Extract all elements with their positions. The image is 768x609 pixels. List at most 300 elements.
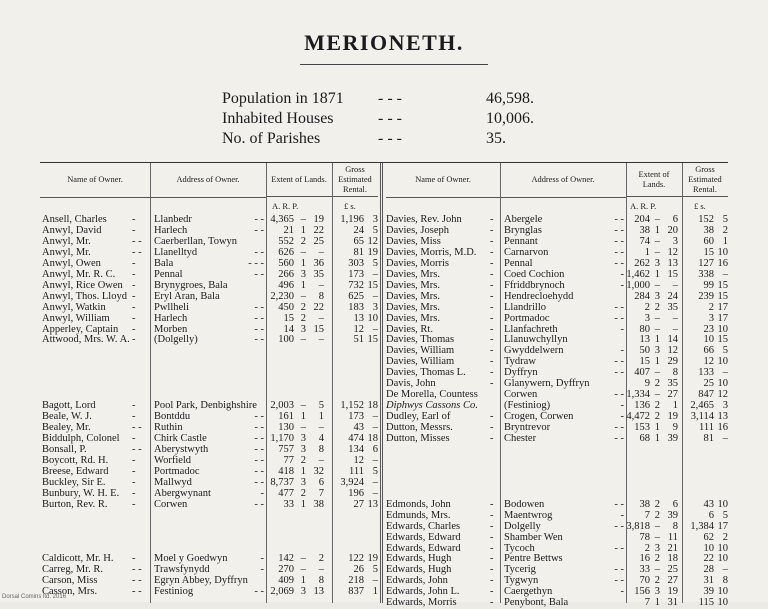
owner-address: Worfield: [154, 454, 192, 466]
owner-name: Davies, Mrs.: [386, 268, 440, 280]
acres: 266: [278, 268, 294, 280]
leader-dash: - -: [132, 443, 142, 455]
owner-name: Bagott, Lord: [42, 400, 96, 412]
owner-address: Carnarvon: [504, 246, 549, 258]
perches: 15: [313, 323, 324, 335]
owner-address: Corwen: [504, 389, 538, 401]
rental-pounds: 15: [703, 246, 714, 258]
perches: 35: [313, 268, 324, 280]
acres: 477: [278, 487, 294, 499]
leader-dash: -: [490, 509, 494, 521]
leader-dash: - -: [254, 224, 264, 236]
leader-dash: - -: [614, 389, 624, 401]
acres: 50: [639, 345, 650, 357]
acres: 262: [634, 257, 650, 269]
perches: 4: [318, 433, 324, 444]
roods: –: [300, 564, 306, 576]
owner-name: Edwards, John: [386, 575, 448, 587]
acres: 13: [639, 334, 650, 346]
perches: 32: [313, 465, 324, 477]
owner-name: Dutton, Messrs.: [386, 422, 453, 434]
owner-name: Davis, John: [386, 378, 436, 390]
owner-address: Maentwrog: [504, 509, 553, 521]
owner-address: Chirk Castle: [154, 433, 207, 444]
acres: 80: [639, 323, 650, 335]
acres: 38: [639, 498, 650, 510]
perches: 39: [667, 509, 678, 521]
acres: 560: [278, 257, 294, 269]
leader-dash: -: [490, 257, 494, 269]
header-owner-left: Name of Owner.: [40, 163, 150, 198]
acres: 2: [644, 301, 650, 313]
acres: 33: [639, 564, 650, 576]
rental-shillings: –: [372, 411, 378, 423]
owner-name: Davies, Joseph: [386, 224, 449, 236]
perches: 18: [667, 553, 678, 565]
owner-address: Brynygroes, Bala: [154, 279, 228, 291]
perches: 36: [313, 257, 324, 269]
leader-dash: - -: [254, 443, 264, 455]
rental-shillings: –: [722, 268, 728, 280]
rental-shillings: 3: [722, 400, 728, 412]
owner-address: Tygwyn: [504, 575, 539, 587]
leader-dash: -: [490, 323, 494, 335]
owner-name: Anwyl, Mr.: [42, 235, 91, 247]
rental-pounds: 183: [348, 301, 364, 313]
rental-shillings: 8: [722, 575, 728, 587]
leader-dash: - -: [254, 433, 264, 444]
owner-address: Pool Park, Denbighshire: [154, 400, 257, 412]
owner-address: Shamber Wen: [504, 531, 563, 543]
perches: –: [318, 454, 324, 466]
leader-dash: - -: [254, 323, 264, 335]
acres: 33: [283, 498, 294, 510]
rental-pounds: 66: [703, 345, 714, 357]
rental-shillings: 12: [717, 389, 728, 401]
perches: 9: [672, 422, 678, 434]
page-title: MERIONETH.: [304, 30, 464, 55]
leader-dash: - -: [614, 224, 624, 236]
roods: 1: [654, 422, 660, 434]
rental-shillings: 13: [367, 498, 378, 510]
acres: 4,365: [270, 214, 294, 225]
roods: 1: [300, 279, 306, 291]
rental-pounds: 1,196: [340, 214, 364, 225]
perches: 21: [667, 542, 678, 554]
rental-shillings: 5: [372, 257, 378, 269]
perches: 8: [318, 290, 324, 302]
rental-shillings: 3: [372, 301, 378, 313]
perches: 29: [667, 356, 678, 368]
owner-address: Pennant: [504, 235, 538, 247]
rental-pounds: 22: [703, 553, 714, 565]
leader-dash: -: [490, 586, 494, 598]
rental-shillings: –: [372, 476, 378, 488]
leader-dash: -: [620, 279, 624, 291]
perches: –: [672, 312, 678, 324]
roods: 2: [654, 411, 660, 423]
acres: 14: [283, 323, 294, 335]
header-rental-right: Gross Estimated Rental.: [682, 163, 728, 197]
leader-dash: - -: [614, 312, 624, 324]
roods: –: [654, 279, 660, 291]
rental-shillings: 15: [367, 334, 378, 346]
rental-pounds: 31: [703, 575, 714, 587]
leader-dash: -: [132, 279, 136, 291]
rental-shillings: 1: [372, 586, 378, 598]
units-arp-left: A. R. P.: [272, 201, 299, 211]
rental-pounds: 2,465: [690, 400, 714, 412]
roods: 1: [300, 498, 306, 510]
rental-pounds: 26: [353, 564, 364, 576]
roods: –: [300, 422, 306, 434]
owner-name: Anwyl, Thos. Lloyd: [42, 290, 127, 302]
roods: 1: [654, 224, 660, 236]
perches: 35: [667, 378, 678, 390]
rental-shillings: –: [372, 575, 378, 587]
owner-address: Aberystwyth: [154, 443, 209, 455]
acres: 1: [644, 246, 650, 258]
leader-dash: -: [490, 411, 494, 423]
leader-dash: - -: [254, 498, 264, 510]
perches: 19: [313, 214, 324, 225]
owner-address: Crogen, Corwen: [504, 411, 574, 423]
rental-pounds: 12: [353, 323, 364, 335]
rental-pounds: 303: [348, 257, 364, 269]
rental-shillings: 12: [367, 235, 378, 247]
owner-address: Tydraw: [504, 356, 536, 368]
roods: 3: [654, 290, 660, 302]
leader-dash: - -: [254, 422, 264, 434]
leader-dash: -: [132, 400, 136, 412]
acres: 450: [278, 301, 294, 313]
rental-pounds: 13: [353, 312, 364, 324]
owner-name: Davies, Mrs.: [386, 301, 440, 313]
rental-shillings: –: [722, 433, 728, 444]
roods: 3: [300, 476, 306, 488]
leader-dash: -: [620, 586, 624, 598]
perches: 6: [318, 476, 324, 488]
leader-dash: -: [620, 323, 624, 335]
owner-address: Llanelltyd: [154, 246, 198, 258]
rental-shillings: 5: [372, 224, 378, 236]
roods: –: [654, 323, 660, 335]
stat-value: 35.: [486, 130, 506, 147]
rental-pounds: 43: [703, 498, 714, 510]
rental-pounds: 3: [708, 312, 714, 324]
leader-dash: -: [490, 433, 494, 444]
owner-name: Bealey, Mr.: [42, 422, 91, 434]
stat-dashes: - - -: [378, 90, 402, 107]
roods: 2: [300, 487, 306, 499]
roods: 1: [654, 597, 660, 609]
owner-address: Portmadoc: [154, 465, 200, 477]
acres: 74: [639, 235, 650, 247]
rental-pounds: 65: [353, 235, 364, 247]
leader-dash: -: [490, 498, 494, 510]
rental-pounds: 134: [348, 443, 364, 455]
rental-pounds: 28: [703, 564, 714, 576]
leader-dash: - -: [254, 454, 264, 466]
owner-address: Llanfachreth: [504, 323, 558, 335]
rental-shillings: –: [372, 290, 378, 302]
acres: 136: [634, 400, 650, 412]
rental-pounds: 3,114: [690, 411, 714, 423]
owner-name: Davies, Thomas: [386, 334, 455, 346]
owner-address: Bodowen: [504, 498, 545, 510]
roods: 1: [300, 575, 306, 587]
stat-value: 46,598.: [486, 90, 534, 107]
leader-dash: - -: [614, 257, 624, 269]
rental-shillings: –: [372, 323, 378, 335]
perches: 15: [667, 268, 678, 280]
rental-pounds: 1,384: [690, 520, 714, 532]
leader-dash: -: [490, 334, 494, 346]
owner-address: Harlech: [154, 224, 188, 236]
roods: –: [654, 214, 660, 225]
leader-dash: -: [132, 257, 136, 269]
table-row: [40, 597, 728, 609]
roods: –: [300, 214, 306, 225]
leader-dash: -: [490, 301, 494, 313]
owner-name: Biddulph, Colonel: [42, 433, 120, 444]
leader-dash: - -: [132, 422, 142, 434]
roods: 3: [300, 443, 306, 455]
leader-dash: -: [132, 476, 136, 488]
leader-dash: - -: [614, 367, 624, 379]
owner-address: Gwyddelwern: [504, 345, 564, 357]
perches: 27: [667, 575, 678, 587]
rental-pounds: 43: [353, 422, 364, 434]
rental-shillings: –: [372, 268, 378, 280]
header-rental-left: Gross Estimated Rental.: [332, 163, 378, 197]
leader-dash: -: [620, 268, 624, 280]
rental-pounds: 847: [698, 389, 714, 401]
leader-dash: -: [490, 553, 494, 565]
owner-name: Edwards, Morris: [386, 597, 457, 609]
owner-name: Edwards, Edward: [386, 542, 461, 554]
leader-dash: - -: [614, 356, 624, 368]
leader-dash: -: [132, 454, 136, 466]
roods: –: [654, 367, 660, 379]
owner-name: Boycott, Rd. H.: [42, 454, 109, 466]
owner-address: Glanywern, Dyffryn: [504, 378, 590, 390]
acres: 68: [639, 433, 650, 444]
rental-shillings: 18: [367, 400, 378, 412]
perches: 31: [667, 597, 678, 609]
leader-dash: - -: [254, 586, 264, 598]
rental-shillings: –: [722, 367, 728, 379]
perches: 25: [667, 564, 678, 576]
rental-pounds: 2: [708, 301, 714, 313]
acres: 757: [278, 443, 294, 455]
roods: 3: [300, 586, 306, 598]
owner-name: De Morella, Countess: [386, 389, 478, 401]
rental-shillings: 1: [722, 235, 728, 247]
perches: –: [672, 323, 678, 335]
stat-label: Population in 1871: [222, 90, 344, 107]
owner-name: Buckley, Sir E.: [42, 476, 106, 488]
roods: –: [654, 246, 660, 258]
owner-name: Dudley, Earl of: [386, 411, 451, 423]
rental-pounds: 12: [353, 454, 364, 466]
rental-pounds: 133: [698, 367, 714, 379]
rental-pounds: 10: [703, 334, 714, 346]
owner-name: Edwards, Charles: [386, 520, 461, 532]
owner-name: Anwyl, Mr.: [42, 246, 91, 258]
rental-pounds: 127: [698, 257, 714, 269]
leader-dash: - -: [254, 268, 264, 280]
owner-address: Brynglas: [504, 224, 542, 236]
roods: –: [300, 334, 306, 346]
owner-address: Llanuwchyllyn: [504, 334, 568, 346]
owner-address: Pennal: [154, 268, 183, 280]
acres: 4,472: [626, 411, 650, 423]
rental-pounds: 152: [698, 214, 714, 225]
rental-pounds: 23: [703, 323, 714, 335]
leader-dash: -: [132, 214, 136, 225]
rental-shillings: 3: [372, 214, 378, 225]
rental-shillings: 15: [717, 290, 728, 302]
acres: 284: [634, 290, 650, 302]
perches: 8: [672, 367, 678, 379]
perches: 8: [672, 520, 678, 532]
owner-name: Ansell, Charles: [42, 214, 107, 225]
perches: –: [318, 422, 324, 434]
owner-address: (Festiniog): [504, 400, 551, 412]
leader-dash: -: [132, 290, 136, 302]
rental-pounds: 6: [708, 509, 714, 521]
roods: 2: [654, 553, 660, 565]
owner-name: Anwyl, Owen: [42, 257, 101, 269]
rental-pounds: 837: [348, 586, 364, 598]
perches: 8: [318, 575, 324, 587]
owner-name: Breese, Edward: [42, 465, 109, 477]
leader-dash: - -: [254, 334, 264, 346]
perches: 14: [667, 334, 678, 346]
perches: –: [318, 564, 324, 576]
rental-pounds: 732: [348, 279, 364, 291]
acres: 496: [278, 279, 294, 291]
perches: 27: [667, 389, 678, 401]
roods: 2: [654, 400, 660, 412]
leader-dash: - -: [614, 520, 624, 532]
perches: 2: [318, 553, 324, 565]
roods: 2: [654, 575, 660, 587]
owner-address: Festiniog: [154, 586, 194, 598]
rental-pounds: 81: [353, 246, 364, 258]
leader-dash: -: [490, 367, 494, 379]
perches: –: [318, 312, 324, 324]
rental-shillings: 10: [717, 586, 728, 598]
rental-pounds: 474: [348, 433, 364, 444]
roods: 3: [300, 323, 306, 335]
rental-shillings: 10: [717, 597, 728, 609]
rental-shillings: 16: [717, 422, 728, 434]
owner-address: Coed Cochion: [504, 268, 565, 280]
roods: 2: [654, 498, 660, 510]
rental-pounds: 25: [703, 378, 714, 390]
owner-address: Abergele: [504, 214, 543, 225]
rental-pounds: 122: [348, 553, 364, 565]
leader-dash: -: [132, 487, 136, 499]
perches: –: [318, 334, 324, 346]
owner-address: Penybont, Bala: [504, 597, 569, 609]
acres: 626: [278, 246, 294, 258]
rental-shillings: 10: [717, 553, 728, 565]
owner-address: Pwllheli: [154, 301, 190, 313]
acres: 1,170: [270, 433, 294, 444]
acres: 78: [639, 531, 650, 543]
leader-dash: - -: [614, 498, 624, 510]
header-extent-right: Extent of Lands.: [626, 163, 682, 197]
perches: 19: [667, 586, 678, 598]
leader-dash: -: [490, 531, 494, 543]
owner-address: Caerberllan, Towyn: [154, 235, 238, 247]
owner-name: Beale, W. J.: [42, 411, 92, 423]
owner-address: Corwen: [154, 498, 188, 510]
acres: 21: [283, 224, 294, 236]
units-ls-right: £ s.: [694, 201, 706, 211]
owner-address: Pentre Bettws: [504, 553, 563, 565]
leader-dash: -: [490, 520, 494, 532]
rental-shillings: 17: [717, 301, 728, 313]
acres: 3: [644, 312, 650, 324]
roods: 2: [300, 312, 306, 324]
rental-shillings: –: [372, 422, 378, 434]
acres: 15: [639, 356, 650, 368]
leader-dash: - -: [254, 312, 264, 324]
roods: 3: [654, 257, 660, 269]
owner-address: Morben: [154, 323, 188, 335]
roods: –: [300, 290, 306, 302]
rental-shillings: 17: [717, 312, 728, 324]
leader-dash: - -: [614, 433, 624, 444]
perches: 7: [318, 487, 324, 499]
rental-shillings: 16: [717, 257, 728, 269]
rental-pounds: 60: [703, 235, 714, 247]
owner-name: Davies, Morris: [386, 257, 449, 269]
rental-shillings: 6: [372, 443, 378, 455]
roods: 3: [300, 268, 306, 280]
acres: 2,069: [270, 586, 294, 598]
header-address-left: Address of Owner.: [150, 163, 266, 198]
acres: 270: [278, 564, 294, 576]
rental-pounds: 39: [703, 586, 714, 598]
rental-pounds: 12: [703, 356, 714, 368]
acres: 418: [278, 465, 294, 477]
perches: 25: [313, 235, 324, 247]
roods: 1: [654, 268, 660, 280]
acres: 142: [278, 553, 294, 565]
rental-pounds: 625: [348, 290, 364, 302]
owner-address: Harlech: [154, 312, 188, 324]
owner-address: Ruthin: [154, 422, 183, 434]
leader-dash: -: [620, 411, 624, 423]
roods: 3: [654, 345, 660, 357]
rental-pounds: 38: [703, 224, 714, 236]
acres: 1,334: [626, 389, 650, 401]
acres: 204: [634, 214, 650, 225]
acres: 16: [639, 553, 650, 565]
roods: –: [654, 235, 660, 247]
leader-dash: - -: [254, 214, 264, 225]
perches: 11: [667, 531, 678, 543]
perches: 24: [667, 290, 678, 302]
acres: 77: [283, 454, 294, 466]
leader-dash: -: [490, 564, 494, 576]
leader-dash: -: [490, 378, 494, 390]
